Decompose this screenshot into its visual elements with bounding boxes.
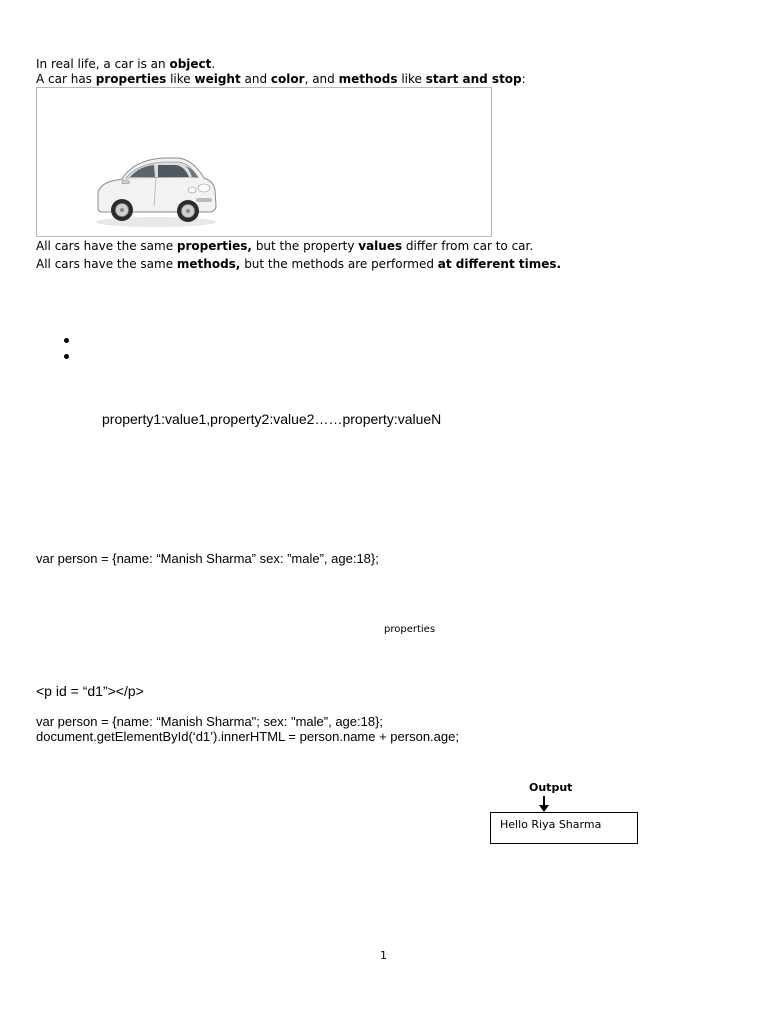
summary-bold: values	[358, 239, 403, 253]
output-value: Hello Riya Sharma	[500, 818, 602, 831]
intro-bold: color	[270, 72, 305, 86]
intro-text: like	[397, 72, 426, 86]
summary-line-2	[36, 256, 561, 272]
summary-bold: methods,	[176, 257, 241, 271]
intro-text: , and	[304, 72, 339, 86]
summary-text: differ from car to car.	[402, 239, 534, 253]
code-line-innerhtml: document.getElementById(‘d1’).innerHTML = person.name + person.age;	[36, 729, 459, 744]
summary-line-1	[36, 238, 533, 254]
bullet-point	[64, 354, 69, 359]
summary-text: All cars have the same	[36, 257, 177, 271]
output-label: Output	[529, 781, 573, 794]
intro-text: and	[240, 72, 271, 86]
intro-text: A car has	[36, 72, 96, 86]
car-image	[92, 150, 220, 230]
summary-text: All cars have the same	[36, 239, 177, 253]
intro-bold: weight	[194, 72, 241, 86]
intro-text: .	[211, 57, 216, 71]
summary-bold: at different times.	[437, 257, 562, 271]
summary-text: but the methods are performed	[240, 257, 438, 271]
intro-text: :	[521, 72, 526, 86]
intro-text: In real life, a car is an	[36, 57, 170, 71]
intro-bold: start and stop	[425, 72, 522, 86]
intro-line-1	[36, 56, 215, 72]
intro-bold: properties	[95, 72, 167, 86]
properties-label: properties	[384, 624, 436, 635]
page-number: 1	[380, 949, 387, 962]
intro-bold: methods	[338, 72, 398, 86]
intro-line-2	[36, 71, 526, 87]
code-line-html: <p id = “d1”></p>	[36, 683, 144, 699]
summary-bold: properties,	[176, 239, 252, 253]
example-object-literal: var person = {name: “Manish Sharma” sex: ”male”, age:18};	[36, 551, 379, 566]
object-syntax: property1:value1,property2:value2……property:valueN	[102, 411, 442, 427]
output-box	[490, 812, 638, 844]
bullet-point	[64, 338, 69, 343]
arrow-down-icon	[539, 805, 549, 812]
code-line-object: var person = {name: “Manish Sharma"; sex: "male”, age:18};	[36, 714, 384, 729]
summary-text: but the property	[252, 239, 359, 253]
intro-bold-object: object	[169, 57, 212, 71]
intro-text: like	[166, 72, 195, 86]
